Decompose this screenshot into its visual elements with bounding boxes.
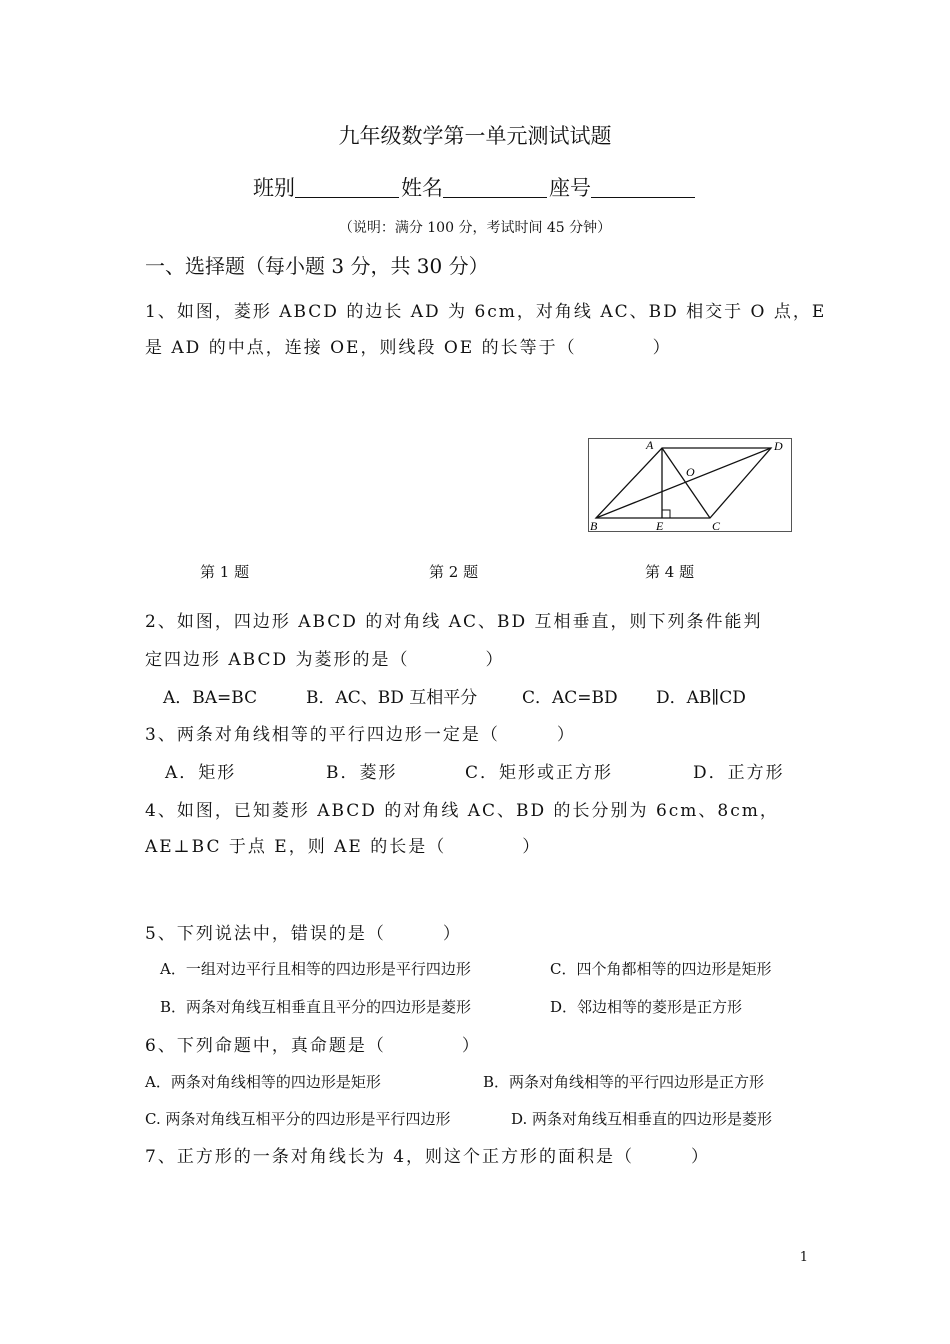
caption-q1: 第 1 题	[200, 563, 250, 581]
q6-option-c: C. 两条对角线互相平分的四边形是平行四边形	[145, 1110, 451, 1128]
page-title: 九年级数学第一单元测试试题	[338, 124, 612, 148]
q2-option-d: D．AB∥CD	[656, 688, 746, 708]
q1-line1: 1、如图，菱形 ABCD 的边长 AD 为 6cm，对角线 AC、BD 相交于 O 点，E	[145, 302, 827, 322]
q3-option-c: C．矩形或正方形	[465, 763, 614, 783]
q5-option-d: D．邻边相等的菱形是正方形	[550, 998, 743, 1016]
q1-line2: 是 AD 的中点，连接 OE，则线段 OE 的长等于（ ）	[145, 338, 672, 358]
section-heading: 一、选择题（每小题 3 分，共 30 分）	[145, 254, 489, 278]
diagonal-bd	[596, 448, 771, 518]
q4-line2: AE⊥BC 于点 E，则 AE 的长是（ ）	[145, 837, 542, 857]
diagonal-ac	[662, 448, 710, 518]
label-b: B	[590, 519, 598, 532]
seat-label: 座号	[549, 176, 591, 200]
label-c: C	[712, 519, 721, 532]
label-d: D	[774, 439, 783, 453]
q3-line1: 3、两条对角线相等的平行四边形一定是（ ）	[145, 725, 576, 745]
q3-option-b: B．菱形	[326, 763, 398, 783]
q3-option-d: D．正方形	[693, 763, 785, 783]
q6-option-a: A．两条对角线相等的四边形是矩形	[145, 1073, 381, 1091]
q5-option-a: A．一组对边平行且相等的四边形是平行四边形	[160, 960, 471, 978]
q2-line2: 定四边形 ABCD 为菱形的是（ ）	[145, 650, 505, 670]
name-label: 姓名	[401, 176, 443, 200]
label-o: O	[686, 465, 695, 479]
q6-option-b: B．两条对角线相等的平行四边形是正方形	[483, 1073, 765, 1091]
exam-note: （说明：满分 100 分，考试时间 45 分钟）	[338, 220, 612, 236]
student-info-line	[0, 172, 950, 202]
q2-line1: 2、如图，四边形 ABCD 的对角线 AC、BD 互相垂直，则下列条件能判	[145, 612, 763, 632]
label-a: A	[646, 438, 654, 452]
q6-line1: 6、下列命题中，真命题是（ ）	[145, 1036, 481, 1056]
label-e: E	[656, 519, 664, 532]
seat-blank[interactable]	[591, 177, 695, 198]
page-number: 1	[799, 1250, 808, 1265]
caption-q2: 第 2 题	[429, 563, 479, 581]
q3-option-a: A．矩形	[165, 763, 237, 783]
q5-option-b: B．两条对角线互相垂直且平分的四边形是菱形	[160, 998, 472, 1016]
right-angle-mark	[662, 510, 670, 518]
q4-line1: 4、如图，已知菱形 ABCD 的对角线 AC、BD 的长分别为 6cm、8cm，	[145, 801, 779, 821]
name-blank[interactable]	[443, 177, 547, 198]
rhombus-figure	[588, 438, 792, 532]
caption-q4: 第 4 题	[645, 563, 695, 581]
q2-option-c: C．AC=BD	[522, 688, 618, 708]
class-label: 班别	[253, 176, 295, 200]
q2-option-b: B．AC、BD 互相平分	[306, 688, 478, 708]
q5-line1: 5、下列说法中，错误的是（ ）	[145, 924, 462, 944]
q5-option-c: C．四个角都相等的四边形是矩形	[550, 960, 772, 978]
class-blank[interactable]	[295, 177, 399, 198]
q6-option-d: D. 两条对角线互相垂直的四边形是菱形	[511, 1110, 773, 1128]
q2-option-a: A．BA=BC	[163, 688, 258, 708]
q7-line1: 7、正方形的一条对角线长为 4，则这个正方形的面积是（ ）	[145, 1147, 711, 1167]
